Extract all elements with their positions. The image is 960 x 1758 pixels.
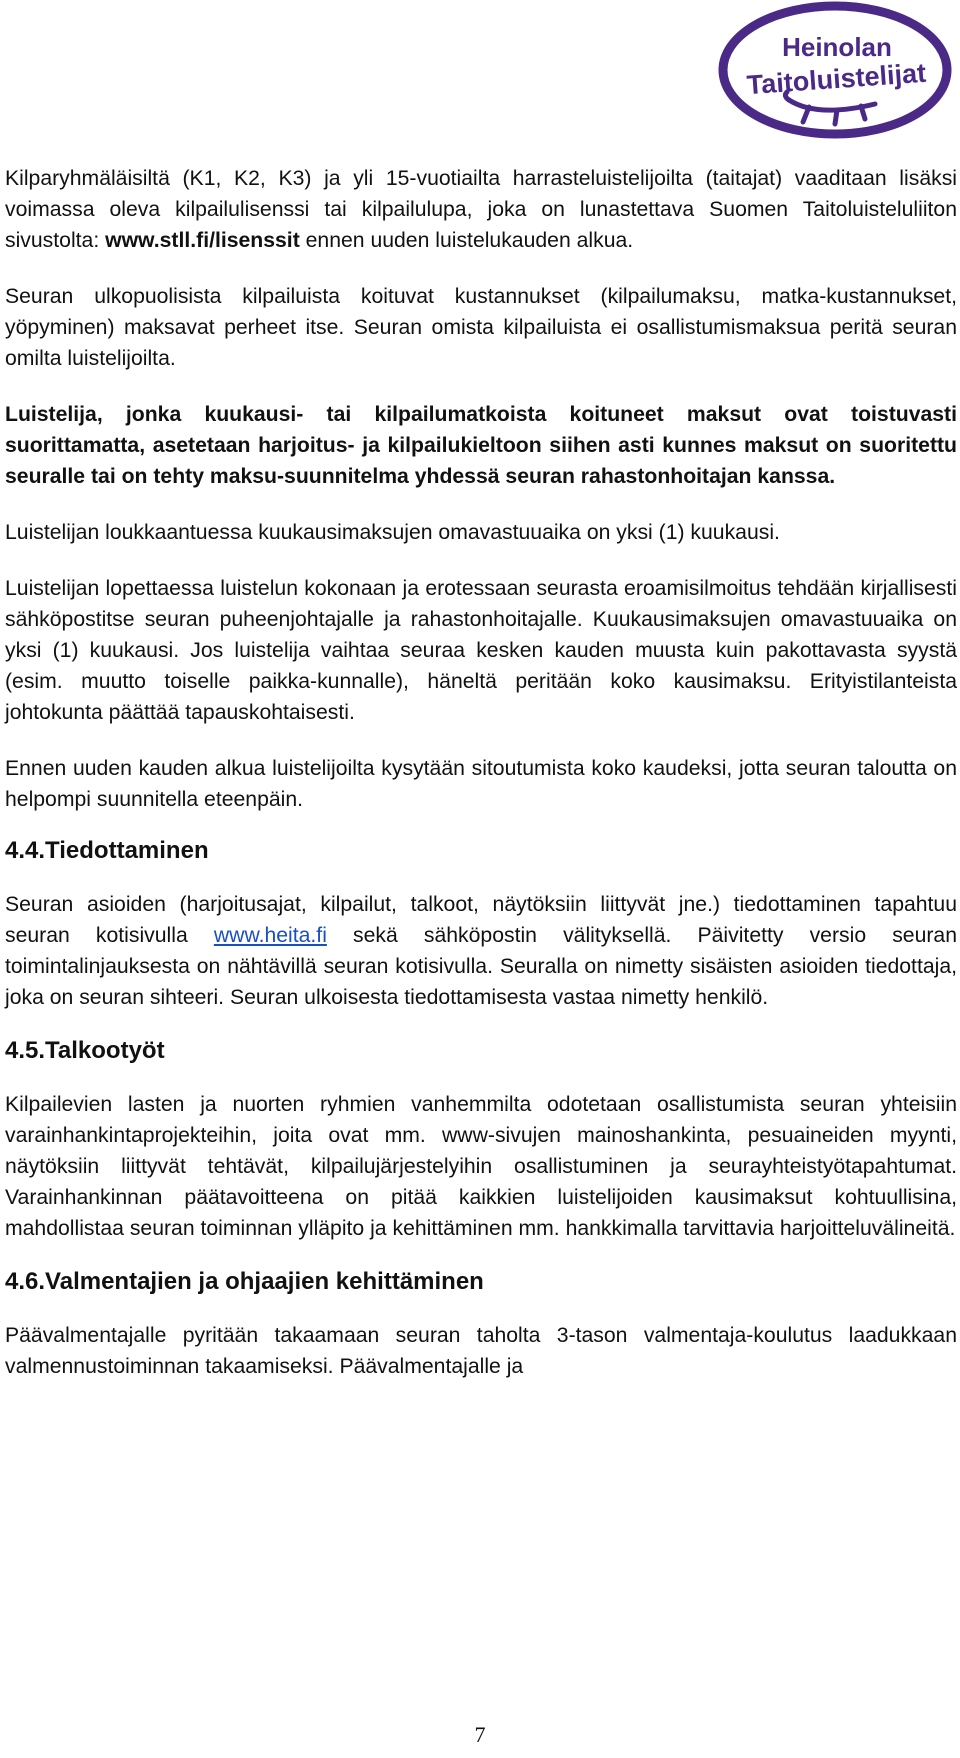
licence-url: www.stll.fi/lisenssit xyxy=(105,229,300,252)
paragraph-licence xyxy=(5,163,957,256)
paragraph-coach-development: Päävalmentajalle pyritään takaamaan seuran taholta 3-tason valmentaja-koulutus laadukkaan valmennustoiminnan takaamiseksi. Päävalmentajalle ja xyxy=(5,1324,957,1378)
paragraph-injury: Luistelijan loukkaantuessa kuukausimaksujen omavastuuaika on yksi (1) kuukausi. xyxy=(5,521,780,544)
paragraph-unpaid-fees: Luistelija, jonka kuukausi- tai kilpailumatkoista koituneet maksut ovat toistuvasti suorittamatta, asetetaan harjoitus- ja kilpailukieltoon siihen asti kunnes maksut on suoritettu seuralle tai on tehty maksu-suunnitelma yhdessä seuran rahastonhoitajan kanssa. xyxy=(5,403,957,488)
communication-text-end: sekä sähköpostin välityksellä. Päivitetty versio seuran toimintalinjauksesta on nähtävillä seuran kotisivulla. Seuralla on nimetty sisäisten asioiden tiedottaja, joka on seuran sihteeri. Seuran ulkoisesta tiedottamisesta vastaa nimetty henkilö. xyxy=(5,924,957,1009)
logo-text-line2: Taitoluistelijat xyxy=(745,57,927,101)
paragraph-commitment: Ennen uuden kauden alkua luistelijoilta kysytään sitoutumista koko kaudeksi, jotta seuran taloutta on helpompi suunnitella eteenpäin. xyxy=(5,757,957,811)
club-logo xyxy=(697,0,960,160)
communication-text-start: Seuran asioiden (harjoitusajat, kilpailut, talkoot, näytöksiin liittyvät jne.) tiedottaminen tapahtuu seuran kotisivulla xyxy=(5,893,957,947)
paragraph-volunteer-work: Kilpailevien lasten ja nuorten ryhmien vanhemmilta odotetaan osallistumista seuran yhteisiin varainhankintaprojekteihin, joita ovat mm. www-sivujen mainoshankinta, pesuaineiden myynti, näytöksiin liittyvät tehtävät, kilpailujärjestelyihin osallistuminen ja seurayhteistyötapahtumat. Varainhankinnan päätavoitteena on pitää kaikkien luistelijoiden kausimaksut kohtuullisina, mahdollistaa seuran toiminnan ylläpito ja kehittäminen mm. hankkimalla tarvittavia harjoitteluvälineitä. xyxy=(5,1093,957,1240)
paragraph-competition-costs: Seuran ulkopuolisista kilpailuista koituvat kustannukset (kilpailumaksu, matka-kustannukset, yöpyminen) maksavat perheet itse. Seuran omista kilpailuista ei osallistumismaksua peritä seuran omilta luistelijoilta. xyxy=(5,285,957,370)
paragraph-resignation: Luistelijan lopettaessa luistelun kokonaan ja erotessaan seurasta eroamisilmoitus tehdään kirjallisesti sähköpostitse seuran puheenjohtajalle ja rahastonhoitajalle. Kuukausimaksujen omavastuuaika on yksi (1) kuukausi. Jos luistelija vaihtaa seuraa kesken kauden muusta kuin pakottavasta syystä (esim. muutto toiselle paikka-kunnalle), häneltä peritään koko kausimaksu. Erityistilanteista johtokunta päättää tapauskohtaisesti. xyxy=(5,577,957,724)
paragraph-communication xyxy=(5,889,957,1013)
heading-volunteer-work: 4.5.Talkootyöt xyxy=(5,1037,165,1064)
website-link[interactable]: www.heita.fi xyxy=(213,924,327,947)
page-number: 7 xyxy=(474,1722,486,1747)
licence-text-start: Kilparyhmäläisiltä (K1, K2, K3) ja yli 15-vuotiailta harrasteluistelijoilta (taitajat) vaaditaan lisäksi voimassa oleva kilpailulisenssi tai kilpailulupa, joka on lunastettava Suomen Taitoluisteluliiton sivustolta: xyxy=(5,167,957,252)
licence-text-end: ennen uuden luistelukauden alkua. xyxy=(299,229,634,252)
heading-communication: 4.4.Tiedottaminen xyxy=(5,837,209,864)
logo-graphic xyxy=(697,0,960,160)
heading-coach-development: 4.6.Valmentajien ja ohjaajien kehittäminen xyxy=(5,1268,484,1295)
logo-text-line1: Heinolan xyxy=(782,32,892,62)
document-body xyxy=(5,163,957,1382)
